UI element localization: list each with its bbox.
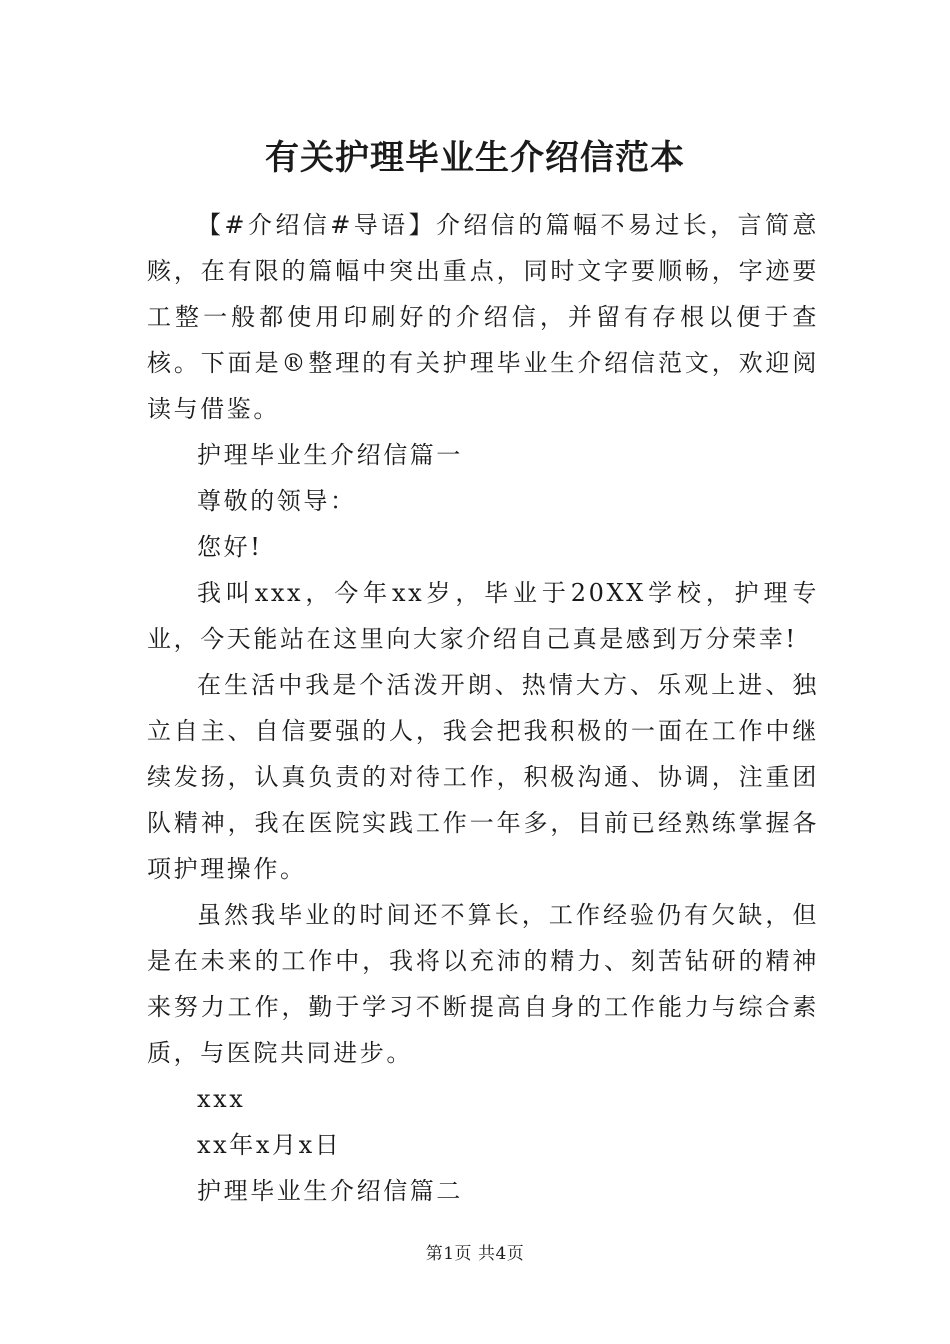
section-heading-1: 护理毕业生介绍信篇一 — [197, 441, 463, 469]
document-title: 有关护理毕业生介绍信范本 — [265, 138, 685, 178]
body-paragraph-1: 我叫xxx，今年xx岁，毕业于20XX学校，护理专业，今天能站在这里向大家介绍自己真是感到万分荣幸! — [147, 579, 819, 653]
greeting: 您好! — [197, 533, 263, 561]
body-paragraph-2: 在生活中我是个活泼开朗、热情大方、乐观上进、独立自主、自信要强的人，我会把我积极的一面在工作中继续发扬，认真负责的对待工作，积极沟通、协调，注重团队精神，我在医院实践工作一年多，目前已经熟练掌握各项护理操作。 — [147, 671, 819, 883]
signature-date: xx年x月x日 — [197, 1131, 342, 1159]
signature-name: xxx — [197, 1085, 246, 1113]
body-paragraph-3: 虽然我毕业的时间还不算长，工作经验仍有欠缺，但是在未来的工作中，我将以充沛的精力、刻苦钻研的精神来努力工作，勤于学习不断提高自身的工作能力与综合素质，与医院共同进步。 — [147, 901, 819, 1067]
page-number-footer: 第1页 共4页 — [425, 1244, 525, 1264]
salutation: 尊敬的领导： — [197, 487, 357, 515]
intro-paragraph: 【#介绍信#导语】介绍信的篇幅不易过长，言简意赅，在有限的篇幅中突出重点，同时文字要顺畅，字迹要工整一般都使用印刷好的介绍信，并留有存根以便于查核。下面是®整理的有关护理毕业生介绍信范文，欢迎阅读与借鉴。 — [147, 211, 819, 423]
section-heading-2: 护理毕业生介绍信篇二 — [197, 1177, 463, 1205]
document-body — [147, 202, 819, 1214]
